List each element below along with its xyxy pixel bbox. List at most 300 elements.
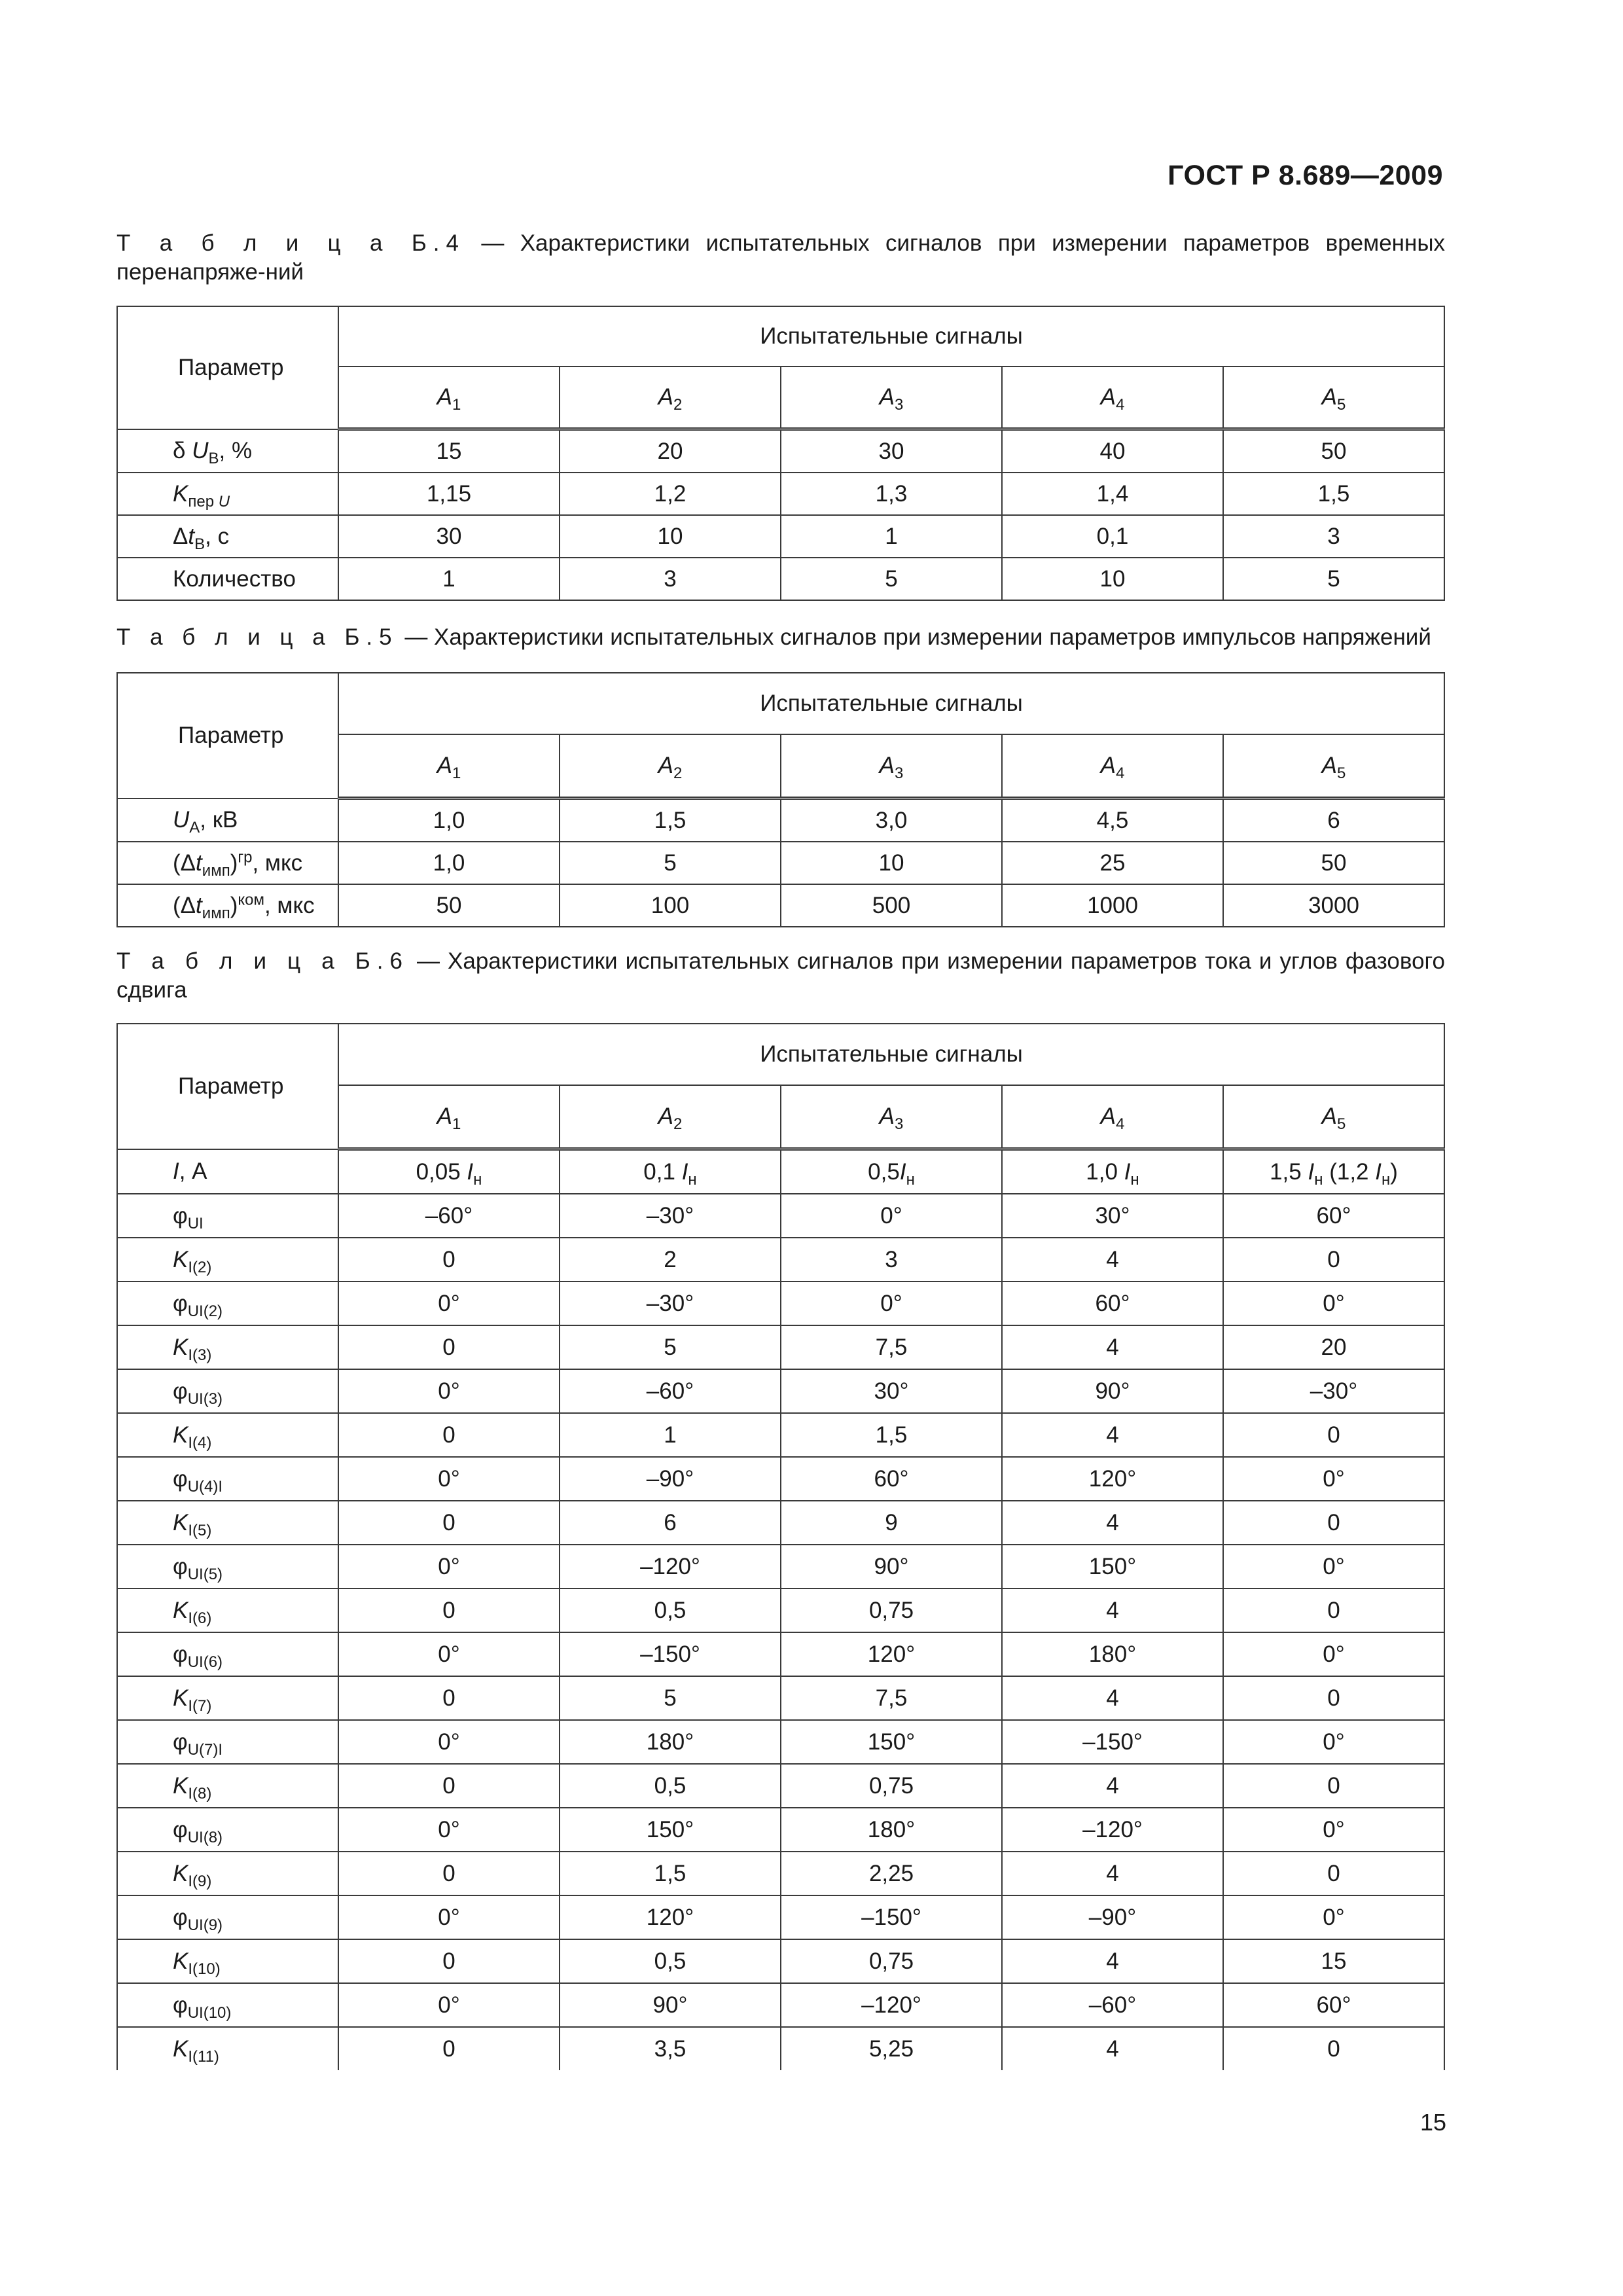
param-part: U (192, 437, 209, 463)
signal-symbol: A (1321, 753, 1337, 778)
value-cell-a3: 7,5 (781, 1676, 1002, 1720)
param-cell (117, 1194, 338, 1238)
param-part: φ (173, 1290, 188, 1316)
param-cell (117, 1369, 338, 1413)
value-cell-a1: –60° (338, 1194, 560, 1238)
param-part: K (173, 1597, 188, 1623)
signal-index: 5 (1337, 1115, 1346, 1133)
param-cell (117, 2027, 338, 2070)
value-cell-a1: 0° (338, 1457, 560, 1501)
value-cell-a2: 120° (560, 1895, 781, 1939)
value-cell-a2: –30° (560, 1194, 781, 1238)
param-part: , % (219, 437, 253, 463)
param-part: K (173, 1509, 188, 1535)
signal-header-a4 (1002, 367, 1223, 429)
param-part: φ (173, 1729, 188, 1755)
param-part: UI(2) (187, 1302, 223, 1320)
signal-symbol: A (879, 1103, 895, 1129)
param-cell (117, 1282, 338, 1325)
signal-symbol: A (437, 384, 452, 410)
value-cell-a3: 3 (781, 1238, 1002, 1282)
param-cell (117, 1413, 338, 1457)
value-cell-a4: –60° (1002, 1983, 1223, 2027)
table-b5-title: — Характеристики испытательных сигналов при измерении параметров импульсов напряжений (398, 624, 1431, 650)
value-cell-a1: 0 (338, 1325, 560, 1369)
table-row (117, 1632, 1444, 1676)
param-part: I(4) (188, 1433, 212, 1452)
param-part: I (173, 1158, 179, 1184)
param-part: А (189, 818, 200, 836)
signal-index: 4 (1116, 396, 1125, 414)
param-part: имп (202, 861, 230, 880)
signal-header-a1 (338, 1085, 560, 1149)
value-part: 1,0 (1086, 1158, 1124, 1185)
value-cell-a3: 0,75 (781, 1939, 1002, 1983)
signal-header-a5 (1223, 1085, 1444, 1149)
value-cell-a5: 0 (1223, 1676, 1444, 1720)
value-cell-a1: 1,15 (338, 473, 560, 515)
value-part: 0,5 (868, 1158, 900, 1185)
value-cell-a5: 0° (1223, 1545, 1444, 1588)
signal-index: 3 (895, 396, 904, 414)
value-part: 0,1 (643, 1158, 682, 1185)
param-part: K (173, 480, 188, 507)
value-cell-a5: 60° (1223, 1983, 1444, 2027)
table-row (117, 1939, 1444, 1983)
param-cell (117, 798, 338, 842)
param-part: UI(3) (187, 1390, 223, 1408)
value-part: н (1381, 1170, 1391, 1189)
page-number: 15 (1419, 2109, 1446, 2136)
param-part: φ (173, 1904, 188, 1930)
param-part: имп (202, 904, 230, 922)
value-cell-a1: 0 (338, 1588, 560, 1632)
param-part: δ (173, 437, 192, 463)
value-cell-a5: 0° (1223, 1632, 1444, 1676)
value-cell-a4: 4 (1002, 2027, 1223, 2070)
table-row (117, 1501, 1444, 1545)
param-part: t (196, 892, 202, 918)
table-row (117, 558, 1444, 600)
signal-symbol: A (879, 384, 895, 410)
value-cell-a4: 4 (1002, 1764, 1223, 1808)
value-cell-a4: 1,4 (1002, 473, 1223, 515)
value-cell-a3: 0° (781, 1194, 1002, 1238)
value-cell-a1: 1,0 (338, 842, 560, 884)
value-part: н (1130, 1170, 1139, 1189)
value-cell-a1: 0° (338, 1632, 560, 1676)
value-cell-a3: 1 (781, 515, 1002, 558)
value-cell-a3: 0,75 (781, 1588, 1002, 1632)
value-cell-a1: 0 (338, 1852, 560, 1895)
param-column-header: Параметр (117, 1024, 338, 1149)
table-b4-title: — Характеристики испытательных сигналов при измерении параметров временных перенапряже-ний (116, 230, 1445, 285)
value-cell-a5: 20 (1223, 1325, 1444, 1369)
signal-index: 2 (673, 396, 683, 414)
param-part: U (218, 492, 230, 511)
value-cell-a4: –150° (1002, 1720, 1223, 1764)
value-cell-a5: 1,5 (1223, 473, 1444, 515)
signal-index: 1 (452, 396, 461, 414)
param-part: K (173, 1948, 188, 1974)
param-part: пер (188, 492, 219, 511)
value-part: н (906, 1170, 915, 1189)
param-part: (Δ (173, 892, 196, 918)
param-part: В (194, 535, 205, 553)
param-part: U(4)I (187, 1477, 223, 1496)
value-cell-a1: 0° (338, 1983, 560, 2027)
param-part: I(2) (188, 1258, 212, 1276)
signals-group-header: Испытательные сигналы (338, 306, 1444, 367)
value-cell-a4: 4 (1002, 1325, 1223, 1369)
value-cell-a1 (338, 1149, 560, 1194)
param-part: UI(8) (187, 1828, 223, 1846)
param-part: K (173, 1246, 188, 1272)
value-cell-a5: 60° (1223, 1194, 1444, 1238)
param-part: I(7) (188, 1696, 212, 1715)
signal-symbol: A (1321, 384, 1337, 410)
signal-symbol: A (1321, 1103, 1337, 1129)
value-cell-a2: 150° (560, 1808, 781, 1852)
value-cell-a1: 1,0 (338, 798, 560, 842)
table-row (117, 1325, 1444, 1369)
table-row (117, 1149, 1444, 1194)
value-cell-a5: 0° (1223, 1895, 1444, 1939)
value-cell-a3: 5 (781, 558, 1002, 600)
value-cell-a4: 4 (1002, 1501, 1223, 1545)
table-row (117, 884, 1444, 927)
param-part: , мкс (252, 850, 303, 876)
table-b5-caption (116, 623, 1445, 652)
value-cell-a5: 0 (1223, 1764, 1444, 1808)
table-row (117, 1238, 1444, 1282)
param-part: I(3) (188, 1346, 212, 1364)
param-cell (117, 1764, 338, 1808)
signal-symbol: A (658, 753, 673, 778)
param-part: U (173, 806, 190, 833)
value-cell-a3: 90° (781, 1545, 1002, 1588)
param-cell (117, 1588, 338, 1632)
param-part: K (173, 1334, 188, 1360)
value-cell-a1: 0° (338, 1808, 560, 1852)
value-part: н (1314, 1170, 1323, 1189)
table-b4-caption (116, 229, 1445, 287)
table-row (117, 1808, 1444, 1852)
param-part: UI (187, 1214, 204, 1232)
value-cell-a1: 0° (338, 1895, 560, 1939)
value-part: I (1375, 1158, 1382, 1185)
value-cell-a1: 0 (338, 1676, 560, 1720)
table-b6-title: — Характеристики испытательных сигналов при измерении параметров тока и углов фазового сдвига (116, 948, 1445, 1003)
param-cell (117, 1983, 338, 2027)
param-part: , А (179, 1158, 207, 1184)
value-cell-a4: 4 (1002, 1588, 1223, 1632)
value-part: I (1124, 1158, 1131, 1185)
value-cell-a2: 1 (560, 1413, 781, 1457)
signal-header-a3 (781, 367, 1002, 429)
signal-index: 4 (1116, 764, 1125, 782)
value-cell-a1: 1 (338, 558, 560, 600)
value-part: н (473, 1170, 482, 1189)
param-part: Количество (173, 565, 296, 592)
param-column-header: Параметр (117, 306, 338, 429)
value-cell-a5: 0 (1223, 1501, 1444, 1545)
param-cell (117, 1895, 338, 1939)
table-b5-label: Т а б л и ц а Б.5 (116, 624, 399, 650)
value-cell-a5: 3000 (1223, 884, 1444, 927)
signals-group-header: Испытательные сигналы (338, 1024, 1444, 1085)
signal-symbol: A (1100, 1103, 1116, 1129)
signal-header-a3 (781, 1085, 1002, 1149)
value-cell-a2: 5 (560, 842, 781, 884)
signal-header-a3 (781, 734, 1002, 798)
signal-index: 4 (1116, 1115, 1125, 1133)
signal-header-a2 (560, 734, 781, 798)
table-row (117, 429, 1444, 473)
param-part: В (208, 449, 219, 467)
value-cell-a2: 1,5 (560, 798, 781, 842)
param-cell (117, 1238, 338, 1282)
param-part: ком (238, 890, 264, 908)
value-cell-a1: 0 (338, 1413, 560, 1457)
value-part: ) (1390, 1158, 1398, 1185)
value-cell-a2: 1,5 (560, 1852, 781, 1895)
value-cell-a3: 5,25 (781, 2027, 1002, 2070)
value-cell-a2 (560, 1149, 781, 1194)
value-cell-a1: 30 (338, 515, 560, 558)
param-part: K (173, 1860, 188, 1886)
table-row (117, 1676, 1444, 1720)
value-cell-a1: 0 (338, 2027, 560, 2070)
param-cell (117, 558, 338, 600)
table-row (117, 2027, 1444, 2070)
param-part: φ (173, 1992, 188, 2018)
value-cell-a5: 0° (1223, 1720, 1444, 1764)
value-cell-a4: 60° (1002, 1282, 1223, 1325)
value-cell-a2: 0,5 (560, 1764, 781, 1808)
value-cell-a3: 7,5 (781, 1325, 1002, 1369)
param-part: K (173, 1772, 188, 1799)
signal-index: 1 (452, 764, 461, 782)
value-cell-a2: –90° (560, 1457, 781, 1501)
document-code: ГОСТ Р 8.689—2009 (1168, 160, 1443, 191)
value-cell-a2: 100 (560, 884, 781, 927)
value-cell-a3: 0° (781, 1282, 1002, 1325)
value-cell-a3: –150° (781, 1895, 1002, 1939)
param-cell (117, 473, 338, 515)
table-row (117, 515, 1444, 558)
param-part: ) (230, 892, 238, 918)
signals-group-header: Испытательные сигналы (338, 673, 1444, 734)
signal-index: 2 (673, 1115, 683, 1133)
value-cell-a4: 4 (1002, 1238, 1223, 1282)
param-cell (117, 1149, 338, 1194)
table-row (117, 1282, 1444, 1325)
param-part: K (173, 2036, 188, 2062)
value-cell-a2: 90° (560, 1983, 781, 2027)
param-part: K (173, 1422, 188, 1448)
value-cell-a3: 180° (781, 1808, 1002, 1852)
param-part: (Δ (173, 850, 196, 876)
value-cell-a4 (1002, 1149, 1223, 1194)
param-part: t (196, 850, 202, 876)
param-part: t (188, 523, 195, 549)
value-cell-a4: 150° (1002, 1545, 1223, 1588)
signal-symbol: A (437, 753, 452, 778)
value-part: (1,2 (1323, 1158, 1376, 1185)
value-cell-a2: 5 (560, 1325, 781, 1369)
param-cell (117, 1939, 338, 1983)
value-cell-a3: 30 (781, 429, 1002, 473)
value-cell-a2: 20 (560, 429, 781, 473)
param-part: I(5) (188, 1521, 212, 1539)
value-cell-a1: 0° (338, 1720, 560, 1764)
param-cell (117, 1501, 338, 1545)
value-cell-a2: –150° (560, 1632, 781, 1676)
value-cell-a4: 180° (1002, 1632, 1223, 1676)
signal-header-a1 (338, 734, 560, 798)
param-part: Δ (173, 523, 188, 549)
value-cell-a4: 4 (1002, 1413, 1223, 1457)
value-cell-a3: 1,3 (781, 473, 1002, 515)
value-cell-a5: 0 (1223, 2027, 1444, 2070)
signal-index: 1 (452, 1115, 461, 1133)
value-cell-a5: 50 (1223, 429, 1444, 473)
param-part: K (173, 1685, 188, 1711)
table-row (117, 1764, 1444, 1808)
signal-index: 2 (673, 764, 683, 782)
signal-header-a2 (560, 1085, 781, 1149)
signal-index: 5 (1337, 396, 1346, 414)
signal-header-a1 (338, 367, 560, 429)
value-cell-a2: 180° (560, 1720, 781, 1764)
table-b5 (116, 672, 1445, 927)
signal-symbol: A (1100, 753, 1116, 778)
param-cell (117, 884, 338, 927)
value-part: 1,5 (1270, 1158, 1308, 1185)
value-cell-a2: 3,5 (560, 2027, 781, 2070)
value-cell-a5: 0 (1223, 1852, 1444, 1895)
value-cell-a1: 0° (338, 1545, 560, 1588)
param-column-header: Параметр (117, 673, 338, 798)
param-cell (117, 1676, 338, 1720)
value-cell-a1: 0 (338, 1764, 560, 1808)
value-cell-a2: –120° (560, 1545, 781, 1588)
value-cell-a2: 3 (560, 558, 781, 600)
value-cell-a5 (1223, 1149, 1444, 1194)
param-part: I(8) (188, 1784, 212, 1803)
value-cell-a5: 0 (1223, 1238, 1444, 1282)
param-cell (117, 1457, 338, 1501)
value-cell-a1: 0 (338, 1238, 560, 1282)
param-part: φ (173, 1202, 188, 1229)
param-cell (117, 1632, 338, 1676)
value-cell-a2: 0,5 (560, 1939, 781, 1983)
value-cell-a4: 90° (1002, 1369, 1223, 1413)
value-cell-a5: 5 (1223, 558, 1444, 600)
param-cell (117, 515, 338, 558)
param-part: , кВ (200, 806, 238, 833)
value-cell-a5: –30° (1223, 1369, 1444, 1413)
value-cell-a2: 10 (560, 515, 781, 558)
value-cell-a5: 50 (1223, 842, 1444, 884)
table-row (117, 1194, 1444, 1238)
value-cell-a4: 40 (1002, 429, 1223, 473)
value-cell-a5: 0° (1223, 1808, 1444, 1852)
value-cell-a4: 1000 (1002, 884, 1223, 927)
value-cell-a3: 9 (781, 1501, 1002, 1545)
param-part: I(9) (188, 1872, 212, 1890)
table-b6-caption (116, 947, 1445, 1005)
value-cell-a2: 6 (560, 1501, 781, 1545)
value-part: I (467, 1158, 474, 1185)
value-cell-a2: 1,2 (560, 473, 781, 515)
value-cell-a3: 3,0 (781, 798, 1002, 842)
param-part: I(10) (188, 1960, 221, 1978)
signal-header-a2 (560, 367, 781, 429)
value-cell-a3 (781, 1149, 1002, 1194)
value-cell-a4: 4 (1002, 1939, 1223, 1983)
value-cell-a3: 60° (781, 1457, 1002, 1501)
param-cell (117, 1720, 338, 1764)
value-cell-a4: –120° (1002, 1808, 1223, 1852)
value-cell-a1: 0° (338, 1282, 560, 1325)
table-row (117, 798, 1444, 842)
table-row (117, 1588, 1444, 1632)
value-cell-a3: 120° (781, 1632, 1002, 1676)
table-row (117, 1720, 1444, 1764)
value-cell-a2: 0,5 (560, 1588, 781, 1632)
value-cell-a3: 500 (781, 884, 1002, 927)
signal-index: 3 (895, 1115, 904, 1133)
value-cell-a5: 6 (1223, 798, 1444, 842)
value-cell-a4: 4,5 (1002, 798, 1223, 842)
table-b4-label: Т а б л и ц а Б.4 (116, 230, 465, 256)
value-cell-a1: 0 (338, 1939, 560, 1983)
signal-index: 5 (1337, 764, 1346, 782)
param-part: φ (173, 1465, 188, 1492)
value-cell-a2: 5 (560, 1676, 781, 1720)
param-cell (117, 1545, 338, 1588)
signal-symbol: A (879, 753, 895, 778)
param-cell (117, 1808, 338, 1852)
value-part: 0,05 (416, 1158, 467, 1185)
param-part: UI(9) (187, 1916, 223, 1934)
signal-header-a4 (1002, 734, 1223, 798)
param-part: гр (238, 848, 253, 866)
param-cell (117, 842, 338, 884)
signal-header-a5 (1223, 734, 1444, 798)
value-cell-a1: 50 (338, 884, 560, 927)
value-cell-a5: 0° (1223, 1457, 1444, 1501)
table-row (117, 1369, 1444, 1413)
param-part: , мкс (264, 892, 315, 918)
param-cell (117, 1852, 338, 1895)
table-row (117, 1983, 1444, 2027)
param-part: φ (173, 1816, 188, 1842)
table-row (117, 1545, 1444, 1588)
signal-symbol: A (658, 384, 673, 410)
signal-symbol: A (658, 1103, 673, 1129)
table-row (117, 842, 1444, 884)
value-cell-a4: 25 (1002, 842, 1223, 884)
value-cell-a3: 0,75 (781, 1764, 1002, 1808)
param-part: U(7)I (187, 1740, 223, 1759)
value-cell-a5: 0° (1223, 1282, 1444, 1325)
value-part: I (1308, 1158, 1315, 1185)
value-cell-a3: 150° (781, 1720, 1002, 1764)
value-cell-a4: 30° (1002, 1194, 1223, 1238)
